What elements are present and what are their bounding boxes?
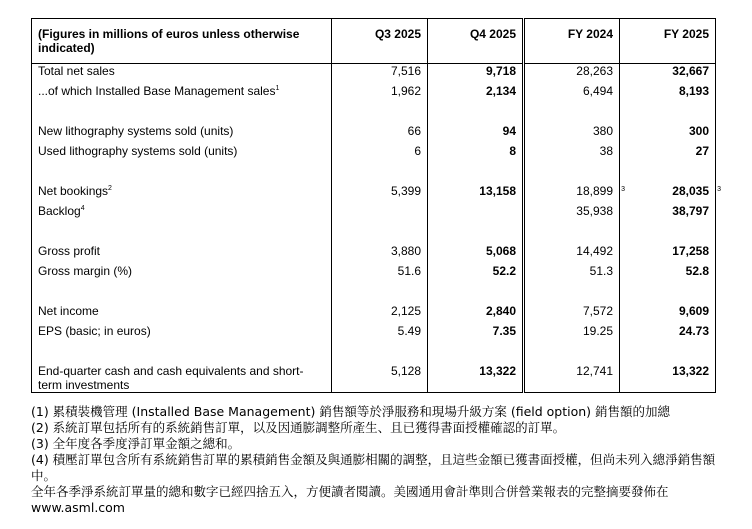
spacer-row bbox=[32, 284, 716, 304]
footnote-rounding: 全年各季淨系統訂單量的總和數字已經四捨五入，方便讀者閱讀。美國通用會計準則合併營業報表的完整摘要發佈在 bbox=[31, 484, 669, 499]
row-label: Backlog$^4$ bbox=[38, 204, 85, 218]
value-cell: 5.49 bbox=[332, 324, 428, 344]
financial-summary-table bbox=[31, 18, 721, 393]
table-header-row bbox=[32, 19, 716, 64]
value-cell: 1,962 bbox=[332, 84, 428, 104]
value-cell: 7.35 bbox=[428, 324, 524, 344]
value-cell: 8,193 bbox=[620, 84, 716, 104]
value-cell: 24.73 bbox=[620, 324, 716, 344]
website-link[interactable]: www.asml.com bbox=[31, 500, 125, 515]
row-label: End-quarter cash and cash equivalents and short-term investments bbox=[38, 364, 304, 392]
value-cell: 27 bbox=[620, 144, 716, 164]
value-cell: 13,158 bbox=[428, 184, 524, 204]
value-cell: 12,741 bbox=[524, 364, 620, 393]
value-cell: 51.6 bbox=[332, 264, 428, 284]
value-cell: 8 bbox=[428, 144, 524, 164]
footnote-4: (4) 積壓訂單包含所有系統銷售訂單的累積銷售金額及與通膨相關的調整，且這些金額已獲書面授權，但尚未列入總淨銷售額中。 bbox=[31, 452, 716, 483]
col-header-q4-2025: Q4 2025 bbox=[428, 19, 524, 64]
col-header-q3-2025: Q3 2025 bbox=[332, 19, 428, 64]
spacer-row bbox=[32, 164, 716, 184]
table-row bbox=[32, 64, 716, 85]
value-cell: 9,609 bbox=[620, 304, 716, 324]
value-cell: 7,516 bbox=[332, 64, 428, 85]
value-cell: 17,258 bbox=[620, 244, 716, 264]
footnote-1: (1) 累積裝機管理 (Installed Base Management) 銷售額等於淨服務和現場升級方案 (field option) 銷售額的加總 bbox=[31, 404, 671, 419]
value-cell: 9,718 bbox=[428, 64, 524, 85]
footnote-ref: 4 bbox=[80, 205, 85, 212]
spacer-row bbox=[32, 104, 716, 124]
footnote-ref: 2 bbox=[108, 185, 112, 192]
value-cell: 35,938 bbox=[524, 204, 620, 224]
table-row bbox=[32, 204, 716, 224]
value-cell: 66 bbox=[332, 124, 428, 144]
value-cell: 52.2 bbox=[428, 264, 524, 284]
value-cell: 13,322 bbox=[620, 364, 716, 393]
value-cell: 51.3 bbox=[524, 264, 620, 284]
footnote-ref: 3 bbox=[621, 186, 625, 193]
table-row bbox=[32, 264, 716, 284]
row-label: Gross margin (%) bbox=[38, 264, 133, 278]
footnote-2: (2) 系統訂單包括所有的系統銷售訂單，以及因通膨調整所產生、且已獲得書面授權確認的訂單。 bbox=[31, 420, 566, 435]
col-header-fy-2024: FY 2024 bbox=[524, 19, 620, 64]
row-label: Gross profit bbox=[38, 244, 101, 258]
table-row bbox=[32, 184, 716, 204]
value-cell: 6 bbox=[332, 144, 428, 164]
row-label: New lithography systems sold (units) bbox=[38, 124, 234, 138]
value-cell: 7,572 bbox=[524, 304, 620, 324]
spacer-row bbox=[32, 224, 716, 244]
row-label: ...of which Installed Base Management sales$^1$ bbox=[38, 84, 280, 98]
footnote-ref: 3 bbox=[717, 186, 721, 193]
footnotes bbox=[31, 404, 721, 516]
value-cell: 28,035 3 bbox=[620, 184, 716, 204]
value-cell: 5,399 bbox=[332, 184, 428, 204]
table-row bbox=[32, 364, 716, 393]
row-label: Used lithography systems sold (units) bbox=[38, 144, 238, 158]
value-cell: 28,263 bbox=[524, 64, 620, 85]
value-cell: 5,128 bbox=[332, 364, 428, 393]
value-cell: 13,322 bbox=[428, 364, 524, 393]
value-cell: 94 bbox=[428, 124, 524, 144]
header-label: (Figures in millions of euros unless otherwise indicated) bbox=[32, 19, 332, 64]
value-cell bbox=[428, 204, 524, 224]
footnote-ref: 1 bbox=[275, 85, 280, 92]
row-label: EPS (basic; in euros) bbox=[38, 324, 151, 338]
value-cell: 3,880 bbox=[332, 244, 428, 264]
value-cell: 38 bbox=[524, 144, 620, 164]
value-cell: 18,899 3 bbox=[524, 184, 620, 204]
row-label: Net bookings$^2$ bbox=[38, 184, 112, 198]
table-row bbox=[32, 124, 716, 144]
value-cell: 2,134 bbox=[428, 84, 524, 104]
row-label: Net income bbox=[38, 304, 99, 318]
footnote-3: (3) 全年度各季度淨訂單金額之總和。 bbox=[31, 436, 241, 451]
value-cell: 2,125 bbox=[332, 304, 428, 324]
value-cell bbox=[332, 204, 428, 224]
value-cell: 14,492 bbox=[524, 244, 620, 264]
value-cell: 380 bbox=[524, 124, 620, 144]
table-row bbox=[32, 304, 716, 324]
value-cell: 38,797 bbox=[620, 204, 716, 224]
value-cell: 300 bbox=[620, 124, 716, 144]
table-row bbox=[32, 144, 716, 164]
value-cell: 52.8 bbox=[620, 264, 716, 284]
value-cell: 6,494 bbox=[524, 84, 620, 104]
value-cell: 5,068 bbox=[428, 244, 524, 264]
row-label: Total net sales bbox=[38, 64, 115, 78]
table-row bbox=[32, 324, 716, 344]
value-cell: 32,667 bbox=[620, 64, 716, 85]
table-row bbox=[32, 244, 716, 264]
col-header-fy-2025: FY 2025 bbox=[620, 19, 716, 64]
value-cell: 19.25 bbox=[524, 324, 620, 344]
value-cell: 2,840 bbox=[428, 304, 524, 324]
table-row bbox=[32, 84, 716, 104]
spacer-row bbox=[32, 344, 716, 364]
